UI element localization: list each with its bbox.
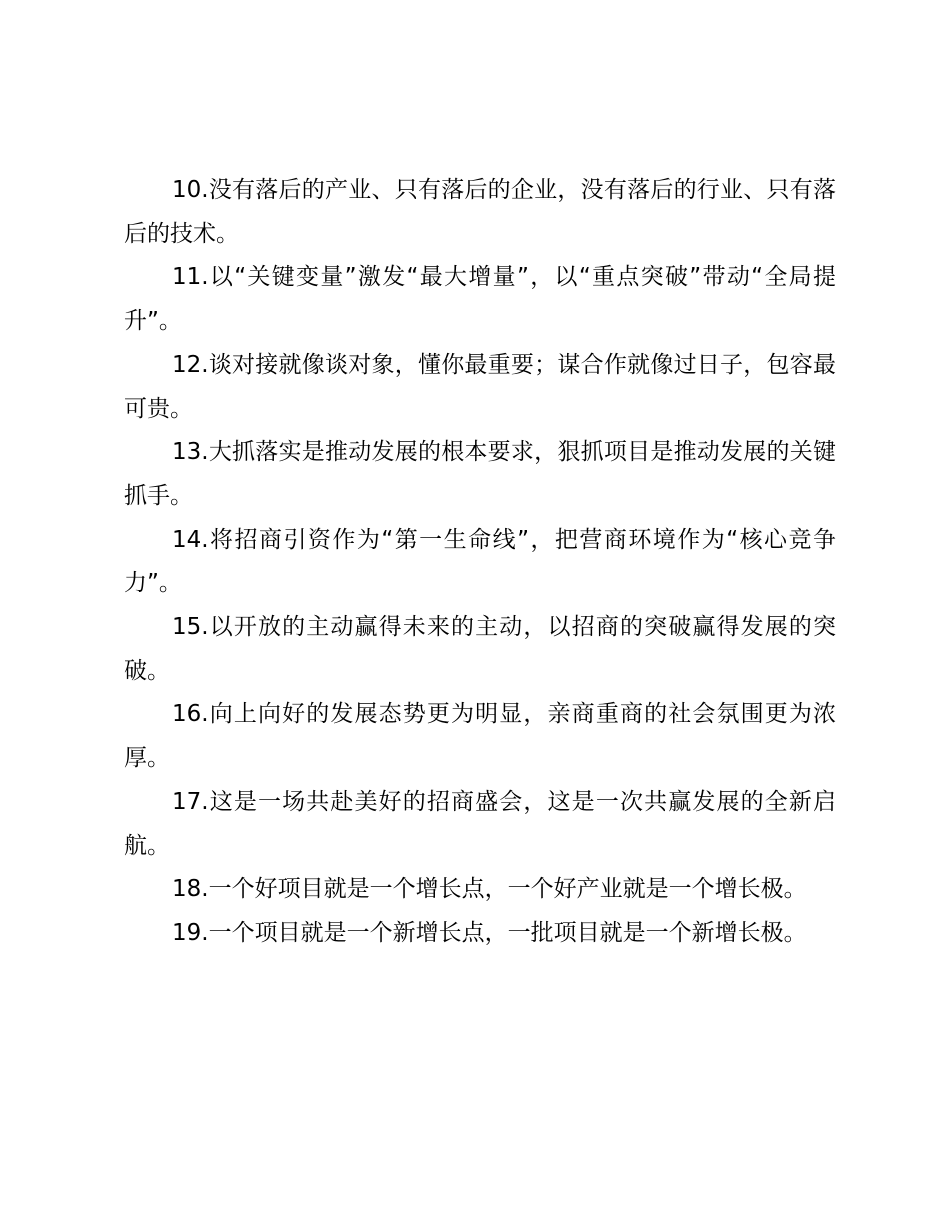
paragraph-19: 19.一个项目就是一个新增长点，一批项目就是一个新增长极。 <box>172 919 807 946</box>
paragraph-18: 18.一个好项目就是一个增长点，一个好产业就是一个增长极。 <box>172 876 807 903</box>
paragraph-12: 12.谈对接就像谈对象，懂你最重要；谋合作就像过日子，包容最可贵。 <box>124 351 836 422</box>
paragraph-13: 13.大抓落实是推动发展的根本要求，狠抓项目是推动发展的关键抓手。 <box>124 439 836 509</box>
document-body <box>124 169 836 956</box>
paragraph-14: 14.将招商引资作为“第一生命线”，把营商环境作为“核心竞争力”。 <box>124 526 836 597</box>
paragraph-11: 11.以“关键变量”激发“最大增量”，以“重点突破”带动“全局提升”。 <box>124 264 836 335</box>
paragraph-16: 16.向上向好的发展态势更为明显，亲商重商的社会氛围更为浓厚。 <box>124 701 836 772</box>
paragraph-15: 15.以开放的主动赢得未来的主动，以招商的突破赢得发展的突破。 <box>124 614 836 684</box>
paragraph-17: 17.这是一场共赴美好的招商盛会，这是一次共赢发展的全新启航。 <box>124 788 836 859</box>
paragraph-10: 10.没有落后的产业、只有落后的企业，没有落后的行业、只有落后的技术。 <box>124 177 836 247</box>
